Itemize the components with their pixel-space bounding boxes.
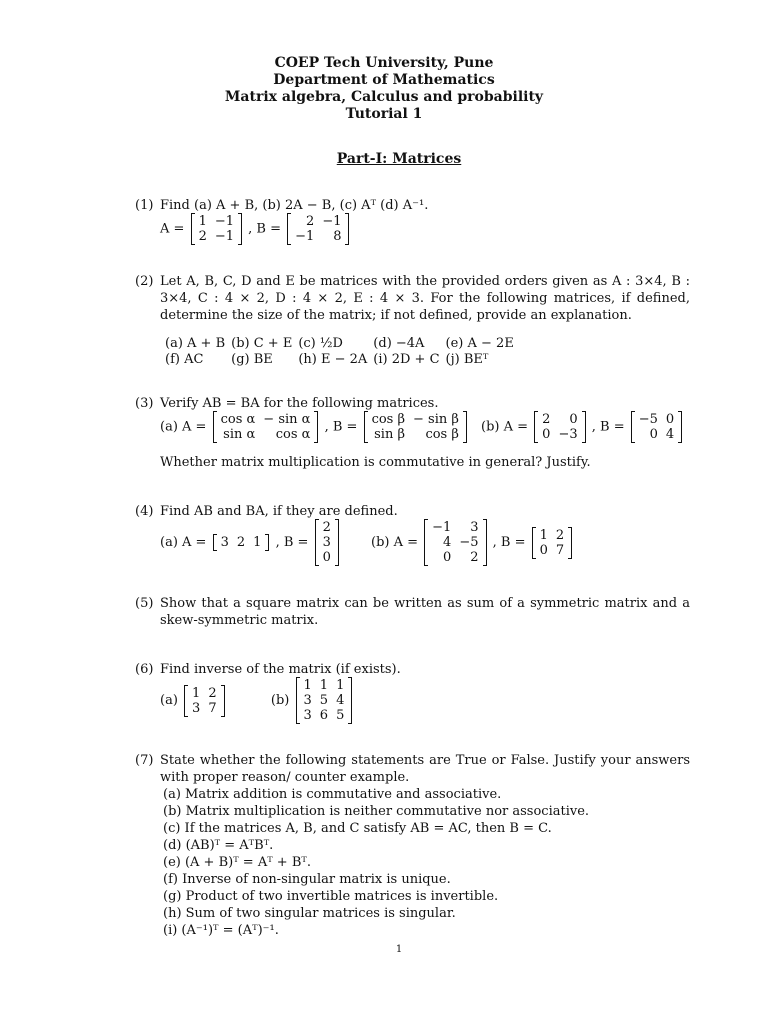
q3b-b-label: , B = xyxy=(591,419,625,435)
matrix-cell: − sin α xyxy=(263,412,311,427)
q7-item: (a) Matrix addition is commutative and associative. xyxy=(163,787,502,802)
matrix-cell: sin β xyxy=(374,427,405,442)
matrix-cell: 0 xyxy=(665,412,675,427)
q4b-b-label: , B = xyxy=(492,535,526,550)
matrix-cell: 5 xyxy=(336,708,345,723)
matrix-cell: − sin β xyxy=(413,412,459,427)
matrix-cell: 0 xyxy=(443,550,452,565)
q1-matrix-a xyxy=(191,214,242,244)
matrix-cell: 1 xyxy=(253,535,262,550)
q6a-matrix xyxy=(184,686,225,716)
q4b-matrix-a xyxy=(424,520,486,565)
q6b-matrix xyxy=(296,678,353,723)
q3a-label: (a) A = xyxy=(160,419,207,435)
matrix-cell: 2 xyxy=(236,535,246,550)
matrix-cell: 3 xyxy=(192,700,201,716)
q4a-matrix-a xyxy=(213,535,270,550)
q2-item: (h) E − 2A xyxy=(298,352,368,367)
matrix-cell: −5 xyxy=(459,535,479,550)
q6-text: Find inverse of the matrix (if exists). xyxy=(160,662,401,677)
q7-item: (f) Inverse of non-singular matrix is unique. xyxy=(163,872,451,887)
matrix-cell: −1 xyxy=(322,214,342,229)
matrix-cell: 0 xyxy=(539,542,548,558)
matrix-cell: 2 xyxy=(322,520,331,535)
q1-matrices xyxy=(160,214,351,244)
q2-item: (g) BE xyxy=(231,352,273,367)
matrix-cell: 2 xyxy=(470,550,479,565)
q2-items-row xyxy=(165,336,520,352)
matrix-cell: 1 xyxy=(539,527,548,543)
q7-item: (d) (AB)ᵀ = AᵀBᵀ. xyxy=(163,838,274,853)
university-name: COEP Tech University, Pune xyxy=(274,55,494,71)
matrix-cell: −1 xyxy=(214,229,235,244)
q6b-label: (b) xyxy=(270,693,290,708)
q1-matrix-b xyxy=(287,214,349,244)
matrix-cell: 4 xyxy=(665,427,675,442)
q2-item: (d) −4A xyxy=(373,336,425,351)
matrix-cell: cos β xyxy=(425,427,459,442)
matrix-cell: 1 xyxy=(198,214,207,229)
q5-text: Show that a square matrix can be written as sum of a symmetric matrix and a skew-symmetric matrix. xyxy=(160,596,690,628)
q2-item: (e) A − 2E xyxy=(445,336,514,351)
q1-text: Find (a) A + B, (b) 2A − B, (c) Aᵀ (d) A⁻¹. xyxy=(160,198,429,213)
matrix-cell: −1 xyxy=(432,520,452,535)
q4b-matrices xyxy=(371,520,574,565)
matrix-cell: 4 xyxy=(443,535,452,550)
matrix-cell: 7 xyxy=(555,542,565,558)
q3a-matrix-a xyxy=(213,412,319,442)
q7-number: (7) xyxy=(135,753,154,768)
q4-number: (4) xyxy=(135,504,154,519)
matrix-cell: −1 xyxy=(214,214,235,229)
q7-item: (h) Sum of two singular matrices is singular. xyxy=(163,906,456,921)
matrix-cell: sin α xyxy=(223,427,256,442)
matrix-cell: 2 xyxy=(208,685,217,701)
q2-item: (b) C + E xyxy=(231,336,293,351)
matrix-cell: 0 xyxy=(649,427,658,442)
matrix-cell: 2 xyxy=(306,214,315,229)
matrix-cell: 7 xyxy=(208,700,217,716)
q3b-matrices xyxy=(481,412,684,442)
matrix-cell: 2 xyxy=(555,527,565,543)
q1-a-label: A = xyxy=(160,221,185,237)
q4a-matrices xyxy=(160,520,341,565)
matrix-cell: cos α xyxy=(220,412,256,427)
section-title: Part-I: Matrices xyxy=(336,151,462,167)
q7-item: (c) If the matrices A, B, and C satisfy AB = AC, then B = C. xyxy=(163,821,552,836)
matrix-cell: 1 xyxy=(303,678,312,693)
q4b-label: (b) A = xyxy=(371,535,419,550)
q3b-matrix-a xyxy=(534,412,585,442)
q2-items-row xyxy=(165,352,520,368)
matrix-cell: 5 xyxy=(319,693,329,708)
matrix-cell: 3 xyxy=(322,535,331,550)
q7-text: State whether the following statements are True or False. Justify your answers with proper reason/ counter example. xyxy=(160,753,690,785)
q1-number: (1) xyxy=(135,198,154,213)
q2-item: (i) 2D + C xyxy=(373,352,440,367)
matrix-cell: 3 xyxy=(470,520,479,535)
q3a-b-label: , B = xyxy=(324,419,358,435)
q7-items xyxy=(163,786,589,939)
q7-item: (i) (A⁻¹)ᵀ = (Aᵀ)⁻¹. xyxy=(163,923,279,938)
q2-number: (2) xyxy=(135,274,154,289)
matrix-cell: 4 xyxy=(336,693,345,708)
q5-number: (5) xyxy=(135,596,154,611)
matrix-cell: cos α xyxy=(275,427,311,442)
q3a-matrices xyxy=(160,412,469,442)
q6-number: (6) xyxy=(135,662,154,677)
q4a-matrix-b xyxy=(315,520,339,565)
matrix-cell: 2 xyxy=(542,412,551,427)
matrix-cell: 8 xyxy=(333,229,342,244)
q7-item: (e) (A + B)ᵀ = Aᵀ + Bᵀ. xyxy=(163,855,311,870)
matrix-cell: −1 xyxy=(295,229,315,244)
page-number: 1 xyxy=(395,944,403,955)
q3b-label: (b) A = xyxy=(481,419,529,435)
q3b-matrix-b xyxy=(631,412,682,442)
q3-text: Verify AB = BA for the following matrices. xyxy=(160,396,439,411)
q6a-label: (a) xyxy=(160,693,178,708)
q1-b-label: , B = xyxy=(248,221,281,237)
matrix-cell: 2 xyxy=(198,229,207,244)
q2-item: (f) AC xyxy=(165,352,204,367)
q4b-matrix-b xyxy=(532,528,573,558)
matrix-cell: 0 xyxy=(322,550,331,565)
matrix-cell: 3 xyxy=(303,708,312,723)
q6-matrices xyxy=(160,678,354,723)
q3-question: Whether matrix multiplication is commutative in general? Justify. xyxy=(160,455,591,470)
q7-item: (b) Matrix multiplication is neither commutative nor associative. xyxy=(163,804,590,819)
q2-items xyxy=(165,336,520,368)
q3a-matrix-b xyxy=(364,412,467,442)
matrix-cell: 6 xyxy=(319,708,329,723)
matrix-cell: 1 xyxy=(192,685,201,701)
q4-text: Find AB and BA, if they are defined. xyxy=(160,504,398,519)
q7-item: (g) Product of two invertible matrices is invertible. xyxy=(163,889,499,904)
q2-text: Let A, B, C, D and E be matrices with the provided orders given as A : 3×4, B : 3×4, C : 4 × 2, D : 4 × 2, E : 4 × 3. For the following matrices, if defined, determine the size of the matrix; if not defined, provide an explanation. xyxy=(160,274,690,323)
matrix-cell: 3 xyxy=(303,693,312,708)
q2-item: (j) BEᵀ xyxy=(445,352,489,367)
matrix-cell: −5 xyxy=(638,412,658,427)
q3-number: (3) xyxy=(135,396,154,411)
matrix-cell: −3 xyxy=(558,427,578,442)
matrix-cell: 1 xyxy=(336,678,345,693)
matrix-cell: 0 xyxy=(542,427,551,442)
q2-item: (c) ½D xyxy=(298,336,343,351)
q4a-label: (a) A = xyxy=(160,535,207,550)
matrix-cell: 0 xyxy=(569,412,578,427)
department-name: Department of Mathematics xyxy=(273,72,495,88)
tutorial-title: Tutorial 1 xyxy=(345,106,423,122)
q4a-b-label: , B = xyxy=(275,535,309,550)
q2-item: (a) A + B xyxy=(165,336,226,351)
matrix-cell: cos β xyxy=(371,412,405,427)
matrix-cell: 3 xyxy=(220,535,229,550)
matrix-cell: 1 xyxy=(319,678,329,693)
course-title: Matrix algebra, Calculus and probability xyxy=(224,89,544,105)
